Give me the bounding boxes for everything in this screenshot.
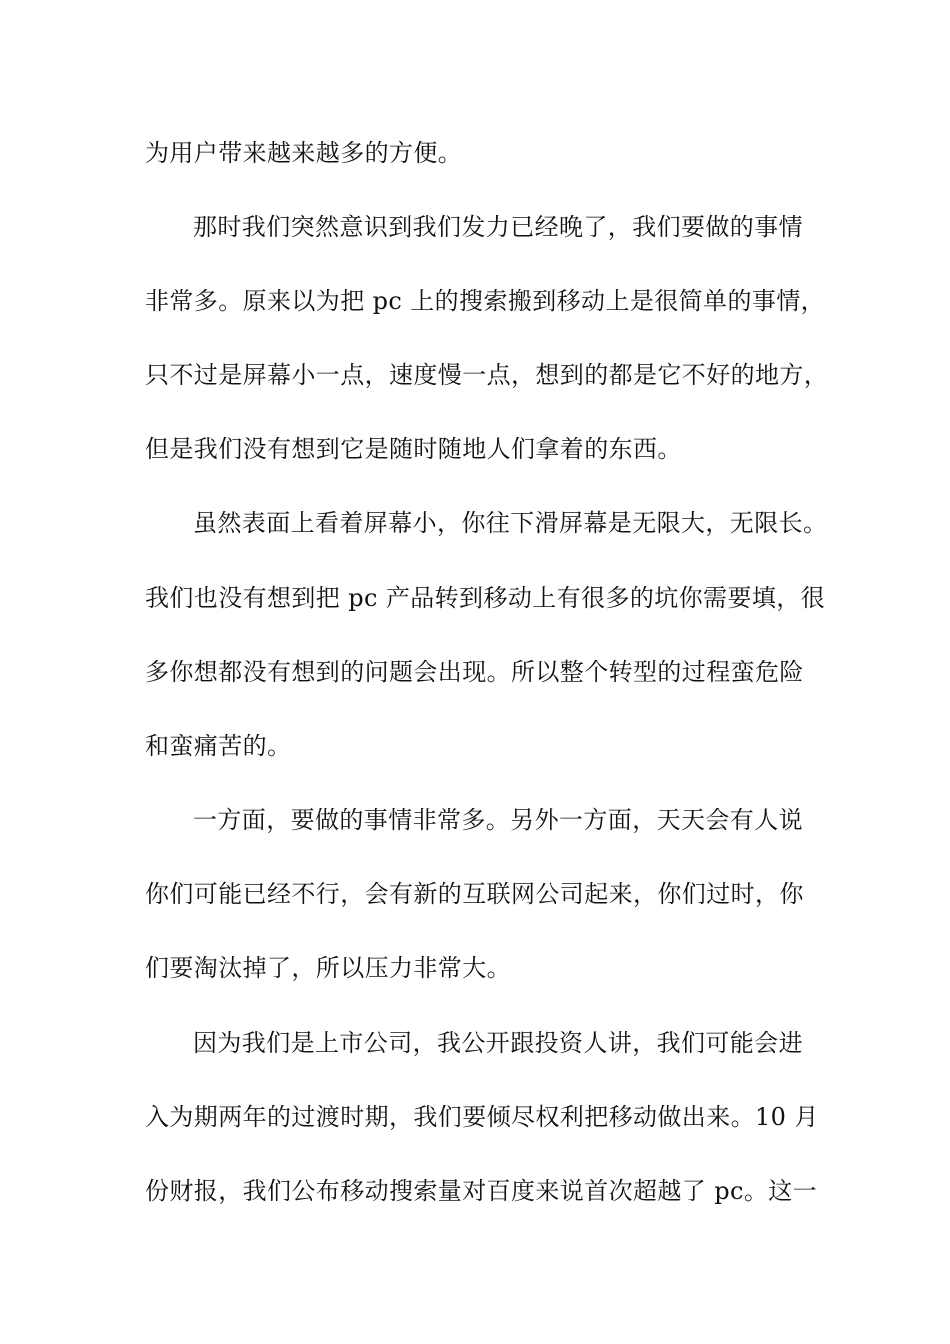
text-line: 我们也没有想到把 pc 产品转到移动上有很多的坑你需要填，很 xyxy=(145,584,826,612)
text-line: 只不过是屏幕小一点，速度慢一点，想到的都是它不好的地方， xyxy=(145,361,829,389)
text-line: 入为期两年的过渡时期，我们要倾尽权利把移动做出来。10 月 xyxy=(145,1103,819,1131)
text-line: 们要淘汰掉了，所以压力非常大。 xyxy=(145,954,511,982)
text-line: 份财报，我们公布移动搜索量对百度来说首次超越了 pc。这一 xyxy=(145,1177,818,1205)
text-line: 因为我们是上市公司，我公开跟投资人讲，我们可能会进 xyxy=(193,1029,803,1057)
text-line: 和蛮痛苦的。 xyxy=(145,732,292,760)
text-line: 一方面，要做的事情非常多。另外一方面，天天会有人说 xyxy=(193,806,803,834)
text-line: 非常多。原来以为把 pc 上的搜索搬到移动上是很简单的事情， xyxy=(145,287,826,315)
text-line: 但是我们没有想到它是随时随地人们拿着的东西。 xyxy=(145,435,682,463)
text-line: 多你想都没有想到的问题会出现。所以整个转型的过程蛮危险 xyxy=(145,658,804,686)
text-line: 你们可能已经不行，会有新的互联网公司起来，你们过时，你 xyxy=(145,880,804,908)
text-line: 虽然表面上看着屏幕小，你往下滑屏幕是无限大，无限长。 xyxy=(193,509,828,537)
text-line: 为用户带来越来越多的方便。 xyxy=(145,139,463,167)
text-line: 那时我们突然意识到我们发力已经晚了，我们要做的事情 xyxy=(193,213,803,241)
